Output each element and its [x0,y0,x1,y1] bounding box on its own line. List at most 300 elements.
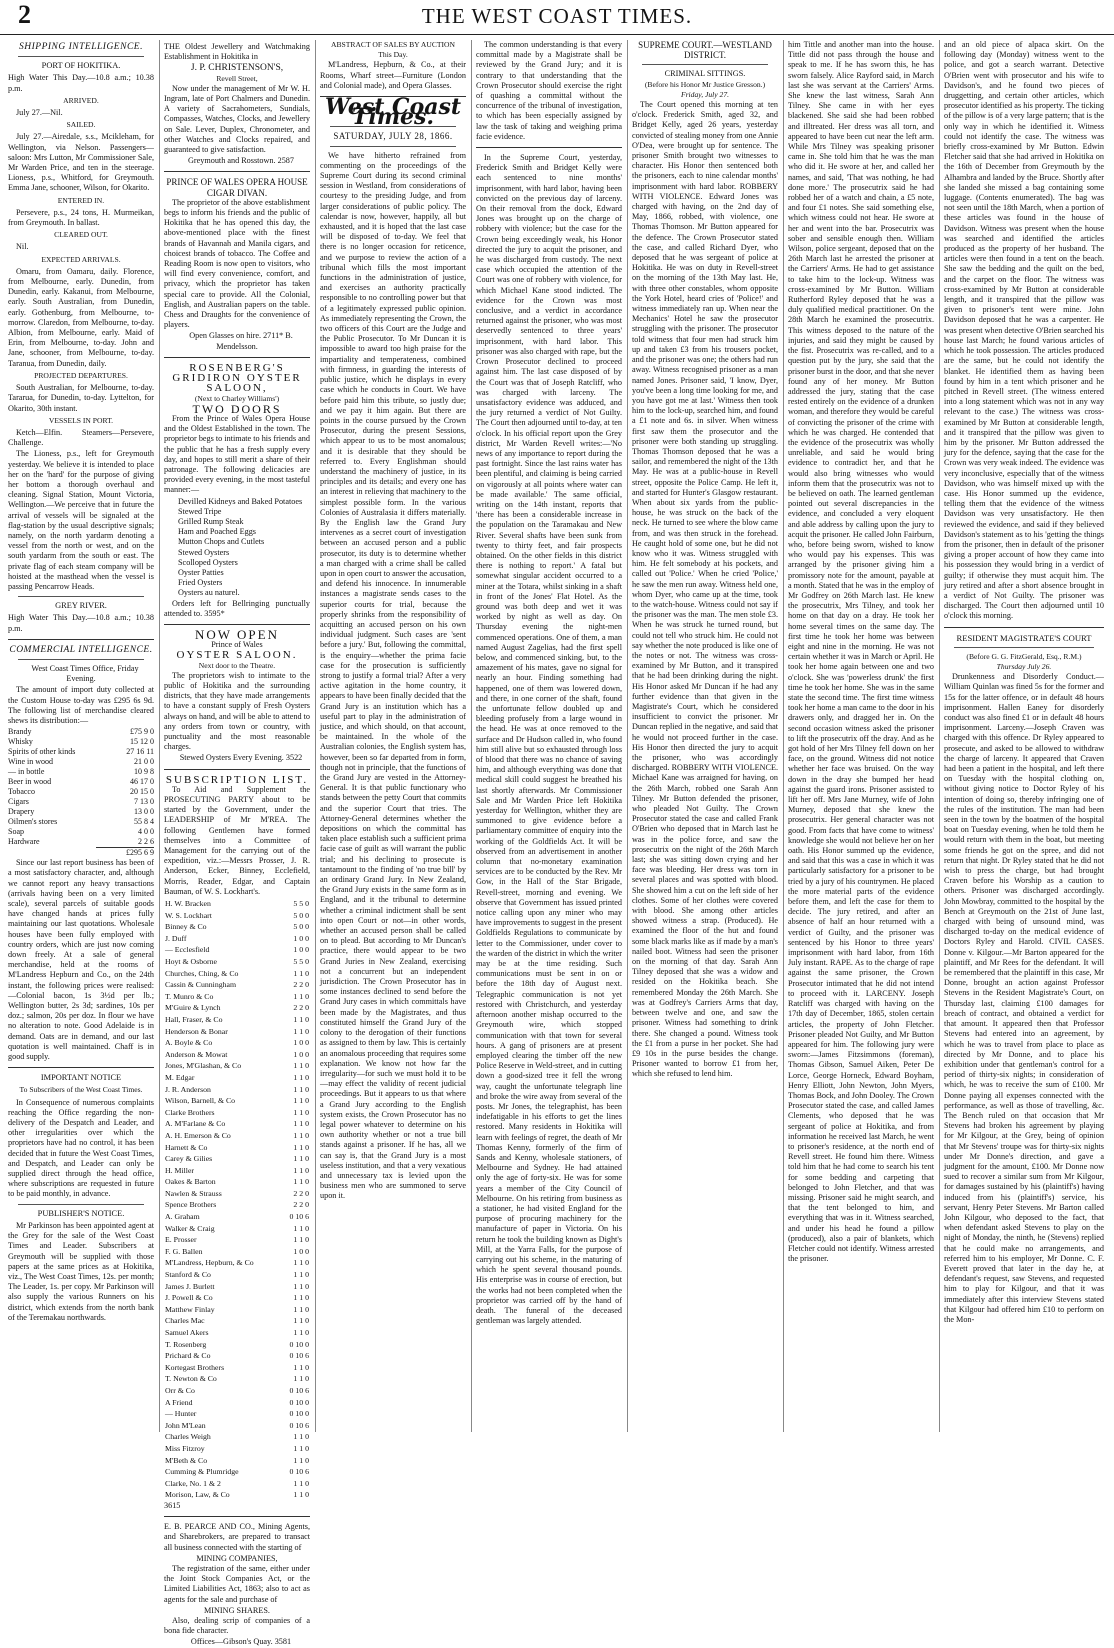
editorial-masthead: West Coast Times. [324,94,462,131]
subscriber-amount: 1 1 0 [293,1362,309,1372]
subscriber-name: T. Munro & Co [165,991,214,1001]
subscriber-amount: 5 0 0 [293,922,309,932]
shipping-notice: The Lioness, p.s., left for Greymouth yesterday. We believe it is intended to place her on the 'hard' for the purpose of giving her bottom a thorough overhaul and cleaning. Signal Station, Mount Victoria, Wellington.—We perceive that in future the arrival of vessels will be signaled at the flag-station by the usual descriptive signals; namely, on the north yardarm denoting a vessel from the north or west, and on the south yardarm from the south or east. The private flag of each steam company will be hoisted at the masthead when the vessel is passing Pencarrow Heads. [8,449,154,591]
duty-item: Drapery [8,807,35,817]
rm-court-heading: RESIDENT MAGISTRATE'S COURT [956,632,1092,643]
mining-agents-text2: Also, dealing scrip of companies of a bona fide character. [164,1615,310,1636]
subscriber-name: Anderson & Mowat [165,1049,228,1059]
subscriber-row [164,1211,310,1223]
sailed-heading: SAILED. [66,120,96,130]
subscriber-amount: 0 10 0 [289,1339,309,1349]
subscriber-name: — Hunter [165,1409,197,1419]
rm-court-report: Drunkenness and Disorderly Conduct.—William Quinlan was fined 5s for the former and 15s for the latter offence, or in default 48 hours imprisonment. Hallen Eaney for disorderly conduct was also fined £1 or in default 48 hours imprisonment. Larceny.—Joseph Craven was charged with this offence. Dr Ryley appeared to prosecute, and asked to be allowed to withdraw the charge of larceny. It appeared that Craven had been a patient in the hospital, and left there on Tuesday with the hospital clothing on, without giving notice to Doctor Ryley of his intention of doing so, thereby infringing one of the rules of the institution. The man had been seen in the town by the boatmen of the hospital boat on Tuesday evening, when he told them he would return with them in the boat, but meeting some friends he got on the spree, and did not return that night. Dr Ryley stated that he did not wish to press the charge, but had brought Craven before his Worship as a caution to others. Prisoner was discharged accordingly. John Mowbray, committed to the hospital by the Bench at Greymouth on the 21st of June last, charged with being of unsound mind, was discharged to-day on the medical evidence of Doctors Ryley and Harold. CIVIL CASES. Donne v. Kilgour.—Mr Barton appeared for the plaintiff, and Mr Rees for the defendant. It will be remembered that the plaintiff in this case, Mr Donne, brought an action against Professor Stevens in the Resident Magistrate's Court, on Thursday last, claiming £100 damages for breach of contract, and obtained a verdict for that amount. It appeared then that Professor Stevens had entered into an agreement, by which he was to travel from place to place as directed by Mr Donne, and to place his exhibition under that gentleman's control for a period of thirty-six nights; in consideration of which, he was to receive the sum of £100. Mr Donne paying all expenses connected with the performance, as well as those of travelling, &c. The Bench ruled on that occasion that Mr Stevens had broken his agreement by playing for Mr Kilgour, at the Grey, being of opinion that Mr Stevens' troupe was for thirty-six nights under Mr Donne's direction, and gave a judgment for the amount, £100. Mr Donne now sued to recover a similar sum from Mr Kilgour, for damages sustained by his (plaintiff's) having induced from his (plaintiff's) service, his servant, Henry Peter Stevens. Mr Barton called John Kilgour, who deposed to the fact, that when defendant asked Stevens to play on the night of Monday, the ninth, he (Stevens) replied that he could make no arrangements, and referred him to his employer, Mr Donne. C. F. Everett proved that later in the day he, at defendant's request, saw Stevens, and requested him to play for Kilgour, and that it was immediately after this interview Stevens stated that Kilgour had offered him £10 to perform on the Mon- [944,672,1104,1324]
subscriber-amount: 1 1 0 [293,1223,309,1233]
commercial-intro: The amount of import duty collected at the Custom House to-day was £295 6s 9d. The following list of merchandise cleared shews its distribution:— [8,685,154,725]
duty-row [8,727,154,737]
duty-item: — in bottle [8,767,45,777]
column-7 [944,40,1104,1432]
subscription-title: SUBSCRIPTION LIST. [165,773,309,786]
duty-value: 7 13 0 [134,797,154,807]
subscriber-amount: 1 1 0 [293,1026,309,1036]
duty-item: Cigars [8,797,29,807]
subscriber-row [164,1026,310,1038]
duty-row [8,837,154,848]
column-4 [476,40,628,1432]
subscriber-name: Harnett & Co [165,1142,208,1152]
subscriber-amount: 0 10 6 [289,1420,309,1430]
subscriber-name: Miss Fitzroy [165,1443,205,1453]
rm-court-sub: (Before G. G. FitzGerald, Esq., R.M.) [966,651,1082,661]
court-report-end: and an old piece of alpaca skirt. On the following day (Monday) witness went to the police, and got a search warrant. Detective O'Brien went with prosecutor and his wife to Davidson's, and he found two pieces of druggetting, and certain other articles, which prosecutor identified as his property. The ticking of the pillow is of a very large pattern; that is the only way in which he identified it. Witness could not identify the case. The witness was briefly cross-examined by Mr Button. Edwin Fletcher said that she had arrived in Hokitika on the 16th of December from Greymouth by the Alhambra and landed by the Bruce. Shortly after she landed she missed a bag containing some luggage. (Contents enumerated). The bag was not seen until the 18th March, when a portion of these articles was found in the house of Davidson. Witness was present when the house was searched and identified the articles produced as the property of her husband. The articles were then found in a tent on the beach. She saw the bedding and the quilt on the bed, and the carpet on the floor. The witness was cross-examined by Mr Button at considerable length, and it transpired that the pillow was given to prisoner's tent were mine. John Davidson deposed that he was a carpenter. He was present when detective O'Brien searched his house last March; he found various articles of which he took possession. The articles produced are the same, but he could not identify the blanket. He identified them as having been found by him in a tent which prisoner and he pitched in Revell street. (The witness entered into a long statement which was not in any way relevant to the case.) The witness was cross-examined by Mr Button at considerable length, and it transpired that the pillow was given to him by the prisoner. Mr Button addressed the jury for the defence, saying that the case for the Crown was very weak indeed. The evidence was very inconclusive, especially that of the witness Davidson, who was himself mixed up with the case. His Honor summed up the evidence, telling them that the evidence of the witness Davidson was very unsatisfactory. He then reviewed the evidence, and said if they believed Davidson's statement as to his 'getting the things from the prisoner, then in default of the prisoner giving a proper account of how they came into his possession they would bring in a verdict of guilty; if otherwise they must acquit him. The jury retired and after a short absence brought in a verdict of Not Guilty. The prisoner was discharged. The Court then adjourned until 10 o'clock this morning. [944,40,1104,621]
subscriber-amount: 1 1 0 [293,1443,309,1453]
subscriber-name: Henderson & Bonar [165,1026,228,1036]
vessels-text: Ketch—Elfin. Steamers—Persevere, Challenge. [8,427,154,448]
duty-value: 10 9 8 [134,767,154,777]
subscriber-name: M. Edgar [165,1072,195,1082]
subscriber-name: A. Boyle & Co [165,1038,213,1048]
subscriber-name: A. M'Farlane & Co [165,1119,226,1129]
cigar-divan-title: PRINCE OF WALES OPERA HOUSE CIGAR DIVAN. [166,177,308,198]
edition-date: SATURDAY, JULY 28, 1866. [333,131,453,142]
cleared-text: Nil. [16,242,29,252]
divider [642,64,768,65]
duty-row [8,767,154,777]
subscriber-name: M'Landress, Hepburn, & Co [165,1258,254,1268]
abstract-text: M'Landress, Hepburn, & Co., at their Rooms, Wharf street—Furniture (London and Colonial made), and Opera Glasses. [320,60,466,90]
now-open: NOW OPEN [194,626,279,642]
subscriber-row [164,1315,310,1327]
duty-value: 27 16 11 [126,747,154,757]
subscription-table [164,898,310,1501]
subscriber-amount: 2 2 0 [293,980,309,990]
mining-agents-foot: Offices—Gibson's Quay. 3581 [190,1637,292,1647]
cigar-divan-text: The proprietor of the above establishment begs to inform his friends and the public of Hokitika that he has opened this day, the above-mentioned place with the finest brands of Havannah and Manila cigars, and choicest brands of tobacco. The Coffee and Reading Room is now open to visitors, who will find every convenience, comfort, and privacy, which the proprietor has taken special care to provide. All the Colonial, English, and Australian papers on the table. Chess and Draughts for the convenience of players. [164,197,310,330]
column-3 [320,40,472,1432]
subscriber-amount: 1 1 0 [293,1316,309,1326]
now-open-title: OYSTER SALOON. [176,649,298,662]
oyster-saloon-ad-1 [164,363,310,619]
subscriber-name: Cassin & Cunningham [165,980,237,990]
subscriber-amount: 0 10 0 [289,1409,309,1419]
subscriber-row [164,1431,310,1443]
port-heading: PORT OF HOKITIKA. [41,61,121,71]
subscriber-row [164,1176,310,1188]
subscriber-name: Orr & Co [165,1385,195,1395]
subscription-foot: 3615 [164,1500,181,1510]
duty-item: Soap [8,827,24,837]
rosenberg-foot: Orders left for Bellringing punctually attended to. 3595* [164,598,310,618]
grey-river-heading: GREY RIVER. [55,601,107,611]
subscriber-name: A Friend [165,1397,193,1407]
subscriber-name: Matthew Finlay [165,1304,215,1314]
subscriber-amount: 5 5 0 [293,957,309,967]
duty-item: Beer in wood [8,777,52,787]
subscriber-row [164,1339,310,1351]
rosenberg-menu [164,497,310,599]
subscriber-name: Spence Brothers [165,1200,217,1210]
expected-heading: EXPECTED ARRIVALS. [41,254,121,264]
mining-companies-title: MINING COMPANIES, [196,1553,278,1563]
subscriber-row [164,1165,310,1177]
cigar-divan-foot: Open Glasses on hire. 2711* B. Mendelsson. [189,331,293,351]
subscriber-amount: 1 1 0 [293,1130,309,1140]
menu-item: Scolloped Oysters [178,557,238,567]
subscriber-amount: 2 2 0 [293,1200,309,1210]
subscriber-row [164,1350,310,1362]
subscriber-name: Churches, Ching, & Co [165,968,239,978]
subscriber-name: Nawlen & Strauss [165,1188,222,1198]
duty-value: 21 0 0 [134,757,154,767]
divider [18,659,144,660]
duty-item: Oilmen's stores [8,817,58,827]
subscriber-row [164,1489,310,1501]
subscriber-row [164,1455,310,1467]
divider [164,1516,310,1517]
duty-row [8,807,154,817]
duty-item: Brandy [8,727,32,737]
subscriber-row [164,1304,310,1316]
divider [8,639,154,640]
subscriber-row [164,1084,310,1096]
duty-row [8,757,154,767]
duty-row [8,797,154,807]
office-line: West Coast Times Office, Friday Evening. [31,663,139,684]
projected-heading: PROJECTED DEPARTURES. [34,370,128,380]
subscriber-name: Clarke Brothers [165,1107,215,1117]
subscriber-row [164,1466,310,1478]
subscriber-row [164,1072,310,1084]
duty-row [8,777,154,787]
subscriber-amount: 1 1 0 [293,1096,309,1106]
jeweller-ad-name: J. P. CHRISTENSON'S, [190,63,284,74]
divider [476,147,622,148]
divider [164,171,310,172]
column-6 [788,40,940,1432]
subscriber-amount: 0 10 6 [289,1467,309,1477]
subscriber-amount: 1 0 0 [293,945,309,955]
divider [330,146,456,147]
subscriber-name: Hall, Fraser, & Co [165,1014,223,1024]
shipping-heading: SHIPPING INTELLIGENCE. [19,42,143,52]
grey-high-water: High Water This Day.—10.8 a.m.; 10.38 p.m. [8,613,154,633]
rosenberg-title: ROSENBERG'S GRIDIRON OYSTER SALOON, [172,361,302,395]
subscriber-name: W. S. Lockhart [165,910,212,920]
duty-item: Whisky [8,737,33,747]
subscriber-amount: 1 1 0 [293,1165,309,1175]
court-report: The Court opened this morning at ten o'clock. Frederick Smith, aged 32, and Bridget Kelly, aged 26 years, yesterday convicted of stealing money from one Annie O'Dea, were brought up for sentence. The prisoner Smith brought two witnesses to character. His Honor then sentenced both the prisoners, each to nine calendar months' imprisonment with hard labor. ROBBERY WITH VIOLENCE. Edward Jones was charged with having, on the 2nd day of May, 1866, robbed, with violence, one Thomas Thomson. Mr Button appeared for the defence. The Crown Prosecutor stated the case, and called Richard Dyer, who deposed that he was sergeant of police at Hokitika. He was on duty in Revell-street on the morning of the 13th May last. He, with three other constables, whom opposite the York Hotel, heard cries of 'Police!' and witness immediately ran up. When near the Mechanics' Hotel he saw the prosecutor struggling with the prisoner. The prosecutor told witness that four men had struck him up and taken £3 from his trousers pocket, and the prisoner was one; the others had run away. Witness recognised prisoner as a man named Jones. Prisoner said, 'I know, Dyer, you've been a long time looking for me, and you have got me at last.' Witness then took him to the lock-up, searched him, and found a £1 note and 6s. in silver. When witness first saw them the prosecutor and the prisoner were both standing up struggling. Thomas Thomson deposed that he was a sailor, and remembered the night of the 13th May. He was at a public-house in Revell street, opposite the Police Camp. He left it, and started for Hunter's Glasgow restaurant. When about six yards from the public-house, he was struck on the back of the neck. He turned to see where the blow came from, and was then struck in the forehead. He caught hold of some one, but he did not know who it was. Witness struggled with him. He felt somebody at his pockets, and called out 'Police.' When he cried 'Police,' he saw the men run away. Witness held one, whom Dyer, who came up at the time, took to the watch-house. Witness could not say if the prisoner was the man. The men stole £3. When he was struck he turned round, but could not tell who struck him. He could not say whether the note produced is like one of the notes or not. The witness was cross-examined by Mr Button, and it transpired that he had been drinking during the night. His Honor asked Mr Duncan if he had any further evidence than that given in the Magistrate's Court, which he considered insufficient to convict the prisoner. Mr Duncan replied in the negative, and said that he would not proceed further in the case. His Honor then directed the jury to acquit the prisoner, who was accordingly discharged. ROBBERY WITH VIOLENCE. Michael Kane was arraigned for having, on the 26th March, robbed one Sarah Ann Tilney. Mr Button defended the prisoner, who pleaded Not Guilty. The Crown Prosecutor stated the case and called Frank O'Brien who deposed that in March last he was in the police force, and saw the prosecutrix on the night of the 26th March last; she was sitting down crying and her face was bleeding. Her dress was torn in several places and was spotted with blood. She showed him a cut on the left side of her clothes. Some of her clothes were covered with blood. She among other articles showed witness a strap. (Produced). He examined the floor of the hut and found some black marks like as if made by a man's nailed boot. Witness had seen the prisoner on the morning of that day. Sarah Ann Tilney deposed that she was a widow and resided on the Hokitika beach. She remembered Monday the 26th March. She was at Godfrey's Carriers Arms that day, between twelve and one, and saw the prisoner. Witness had something to drink there. She changed a pound. Witness took the £1 from a purse in her pocket. She had £9 10s in the purse besides the change. Prisoner wanted to borrow £1 from her, which she refused to lend him. [632,100,778,1079]
subscriber-amount: 1 1 0 [293,1258,309,1268]
subscriber-name: Jones, M'Glashan, & Co [165,1061,242,1071]
duty-value: £75 9 0 [130,727,154,737]
divider [164,624,310,625]
subscriber-amount: 1 1 0 [293,1107,309,1117]
important-notice-heading: IMPORTANT NOTICE [40,1073,122,1083]
menu-item: Stewed Tripe [178,506,222,516]
leader-continued: The common understanding is that every committal made by a Magistrate shall be reviewed by the Grand Jury; and it is contrary to that understanding that the Crown Prosecutor should exercise the right of quashing a committal without the concurrence of the tribunal of investigation, to which has been especially assigned by law the task of taking and weighing prima facie evidence. [476,40,622,141]
subscriber-row [164,1002,310,1014]
duty-row [8,817,154,827]
subscriber-row [164,898,310,910]
divider [8,1067,154,1068]
newspaper-title: THE WEST COAST TIMES. [421,4,693,28]
subscriber-amount: 1 1 0 [293,1177,309,1187]
subscriber-row [164,1014,310,1026]
subscriber-name: Charles Weigh [165,1432,211,1442]
subscriber-name: F. G. Ballen [165,1246,203,1256]
local-notes: In the Supreme Court, yesterday, Frederick Smith and Bridget Kelly were each sentenced to nine months' imprisonment, with hard labor, having been convicted on the previous day of larceny. On their removal from the dock, Edward Jones was brought up on the charge of robbery with violence; but the case for the Crown being exceedingly weak, his Honor directed the jury to acquit the prisoner, and he was discharged from custody. The next case which occupied the attention of the Court was one of robbery with violence, for which Michael Kane stood indicted. The evidence for the Crown was most conclusive, and a verdict in accordance returned against the prisoner, who was most deservedly sentenced to three years' imprisonment, with hard labor. This prisoner was also charged with rape, but the Crown Prosecutor declined to proceed against him. The last case disposed of by the Court was that of Joseph Ratcliff, who was charged with larceny. The unsatisfactory evidence was adduced, and the jury returned a verdict of Not Guilty. The Court then adjourned until to-day, at ten o'clock. In his official report upon the Grey district, Mr Warden Revell writes:—'No news of any importance to report during the past fortnight. Since the last rains water has been plentiful, and claiming is being carried on vigorously at all points where water can be made available.' The same official, writing on the 14th instant, reports that 'there has been a considerable increase in the population on the Taramakau and New River. Several shafts have been sunk from twenty to thirty feet, and fair prospects obtained. On the other fields in this district there is nothing to report.' A fatal but somewhat singular accident occurred to a miner at the Totara, whilst sinking in a shaft in front of the Jones' Flat Hotel. As the ground was both deep and wet it was worked by night as well as day. On Thursday evening the night-men commenced operations. One of them, a man named August Zagelias, had the first spell below, and commenced sinking, but, to the amazement of his mates, gave no signal for nearly an hour. Finding something had happened, one of them was lowered down, and there, in one corner of the shaft, found the unfortunate fellow doubled up and bleeding profusely from a large wound in the head. He was at once removed to the surface and Dr Hudson called in, who found him still alive but so exhausted through loss of blood that there was no chance of saving him, and although everything was done that medical skill could suggest he breathed his last shortly afterwards. Mr Commissioner Sale and Mr Warden Price left Hokitika yesterday for Wellington, whither they are summoned to give evidence before a parliamentary committee of enquiry into the working of the Goldfields Act. It will be observed from an advertisement in another column that no-monetary examination services are to be conducted by the Rev. Mr Gow, in the Hall of the Star Brigade, Revell-street, morning and evening. We observe that Government has issued printed notice calling upon any miner who may have improvements to suggest in the present Goldfields Regulations to communicate by letter to the Commissioner, under cover to the warden of the district in which the writer may be at the time residing. Such communications must be sent in on or before the 18th day of August next. Telegraphic communication is not yet restored with Christchurch, and yesterday afternoon another mishap occurred to the Greymouth wire, which stopped communication with that town for several hours. A gang of prisoners are at present employed clearing the timber off the new Police Reserve in Weld-street, and in cutting down a good-sized tree it fell the wrong way, caught the unfortunate telegraph line and broke the wire away from several of the posts. Mr Jones, the telegraphist, has been indefatigable in his efforts to get the lines restored. Many residents in Hokitika will learn with feelings of regret, the death of Mr Thomas Kenny, formerly of the firm of Sands and Kenny, wholesale stationers, of Melbourne and Sydney. He had attained only the age of forty-six. He was for some years a member of the City Council of Melbourne. On his retiring from business as a stationer, he had visited England for the purpose of procuring machinery for the manufacture of paper in Victoria. On his return he took the building known as Dight's Mill, at the Yarra Falls, for the purpose of carrying out his scheme, in the maturing of which he spent several thousand pounds. His enterprise was in course of erection, but the works had not been completed when the proprietor was carried off by the hand of death. The funeral of the deceased gentleman was largely attended. [476,153,622,1326]
subscriber-name: J. Powell & Co [165,1293,213,1303]
divider [164,769,310,770]
subscriber-row [164,1397,310,1409]
subscriber-name: Hoyt & Osborne [165,957,217,967]
subscriber-row [164,1199,310,1211]
subscriber-name: Cumming & Plumridge [165,1467,239,1477]
subscriber-row [164,1060,310,1072]
duty-row [8,827,154,837]
subscriber-amount: 1 0 0 [293,1049,309,1059]
subscription-text: To Aid and Supplement the PROSECUTING PARTY about to be started by the Government, under the LEADERSHIP of Mr M'REA. The following Gentlemen have formed themselves into a Committee of Management for the carrying out of the expedition, viz.:—Messrs Prosser, J. R. Anderson, Ecker, Binney, Ecclefield, Morris, Reader, Edgar, and Captain Bauman, of W. S. Lockhart's. [164,784,310,896]
mining-agents-ad [164,1522,310,1647]
subscriber-amount: 1 0 0 [293,933,309,943]
duty-row [8,787,154,797]
column-5 [632,40,784,1432]
subscriber-row [164,1095,310,1107]
cleared-heading: CLEARED OUT. [54,230,108,240]
now-open-next: Next door to the Theatre. [198,660,276,670]
duty-table [8,727,154,858]
subscriber-row [164,910,310,922]
duty-row [8,737,154,747]
subscriber-name: James J. Burlett [165,1281,215,1291]
subscriber-name: John M'Lean [165,1420,206,1430]
subscriber-name: J. Duff [165,933,187,943]
subscriber-amount: 1 1 0 [293,1374,309,1384]
subscriber-row [164,1269,310,1281]
subscriber-amount: 1 1 0 [293,1270,309,1280]
commercial-text: Since our last report business has been of a most satisfactory character, and, although we cannot report any heavy transactions (arrivals having been on a very limited scale), several parcels of suitable goods have changed hands at prices fully maintaining our last quotations. Wholesale houses have been fully employed with country orders, which are just now coming down freely. At a sale of general merchandise, held at the rooms of M'Landress Hepburn and Co., on the 24th instant, the following prices were realised:—Colonial bacon, 1s 3½d per lb.; Wellington butter, 2s 3d; sardines, 10s per doz.; salmon, 20s per doz. In flour we have no alteration to note. Good Adelaide is in demand. Oats are in demand, and our last quotation is well maintained. Chaff is in good supply. [8,858,154,1062]
subscriber-row [164,944,310,956]
expected-text: Omaru, from Oamaru, daily. Florence, from Melbourne, early. Dunedin, from Dunedin, early. Kakanui, from Melbourne, early. South Australian, from Dunedin, early. Gothenburg, from Melbourne, to-morrow. Claredon, from Melbourne, to-day. Albion, from Melbourne, early. Maid of Erin, from Melbourne, to-day. John and Jane, schooner, from Melbourne, to-day. Taranua, from Dunedin, daily. [8,266,154,368]
subscriber-name: E. Prosser [165,1235,197,1245]
subscriber-amount: 2 2 0 [293,1188,309,1198]
subscriber-name: Prichard & Co [165,1351,211,1361]
menu-item: Devilled Kidneys and Baked Potatoes [178,496,303,506]
subscriber-name: Wilson, Barnell, & Co [165,1096,236,1106]
subscriber-amount: 1 1 0 [293,968,309,978]
subscriber-amount: 1 1 0 [293,1072,309,1082]
subscriber-name: M'Beth & Co [165,1455,208,1465]
subscriber-amount: 1 1 0 [293,991,309,1001]
subscriber-name: Clarke, No. 1 & 2 [165,1478,221,1488]
rosenberg-text: From the Prince of Wales Opera House and the Oldest Established in the town. The proprietor begs to intimate to his friends and the public that he has a fresh supply every day, and hopes to still merit a share of their patronage. The following delicacies are provided every evening, in the most tasteful manner:— [164,413,310,495]
subscriber-row [164,1373,310,1385]
subscriber-name: — Ecclesfield [165,945,210,955]
duty-value: 55 8 4 [134,817,154,827]
abstract-day: This Day. [378,50,408,60]
now-open-text: The proprietors wish to intimate to the public of Hokitika and the surrounding districts, that they have made arrangements to have a constant supply of Fresh Oysters always on hand, and will be able to attend to any orders from town or country, with punctuality and the most reasonable charges. [164,670,310,752]
subscriber-row [164,1420,310,1432]
subscriber-name: T. Newton & Co [165,1374,217,1384]
subscriber-amount: 1 1 0 [293,1455,309,1465]
important-notice-text: In Consequence of numerous complaints reaching the Office regarding the non-delivery of the Despatch and Leader, and other irregularities over which the proprietors have had no control, it has been decided that in future the West Coast Times, and Despatch, and Leader can only be supplied direct through the head office, where subscriptions are requested in future to be paid monthly, in advance. [8,1097,154,1199]
subscriber-amount: 1 1 0 [293,1304,309,1314]
oyster-saloon-ad-2 [164,626,310,764]
subscriber-name: Charles Mac [165,1316,205,1326]
rosenberg-sub: (Next to Charley Williams') [194,393,280,403]
subscriber-amount: 1 1 0 [293,1235,309,1245]
duty-value: 20 15 0 [130,787,154,797]
divider [18,1204,144,1205]
subscriber-row [164,956,310,968]
duty-item: Hardware [8,837,40,847]
duty-item: Spirits of other kinds [8,747,76,757]
subscriber-amount: 1 1 0 [293,1119,309,1129]
divider [164,357,310,358]
subscriber-amount: 1 1 0 [293,1142,309,1152]
subscriber-amount: 5 0 0 [293,910,309,920]
subscriber-amount: 1 1 0 [293,1490,309,1500]
subscriber-row [164,968,310,980]
commercial-heading: COMMERCIAL INTELLIGENCE. [9,644,153,655]
jeweller-ad-street: Revell Street, [216,73,258,83]
subscriber-row [164,1281,310,1293]
subscriber-row [164,1408,310,1420]
subscriber-amount: 0 10 6 [289,1351,309,1361]
menu-item: Oyster Patties [178,567,224,577]
rosenberg-big: TWO DOORS [192,401,282,416]
jeweller-ad-title: THE Oldest Jewellery and Watchmaking Establishment in Hokitika in [164,42,310,62]
subscriber-name: H. Miller [165,1165,195,1175]
subscriber-amount: 1 1 0 [293,1154,309,1164]
jeweller-ad-foot: Greymouth and Rosstown. 2587 [188,156,294,166]
subscriber-row [164,1362,310,1374]
cigar-divan-ad [164,177,310,351]
subscriber-row [164,1223,310,1235]
subscriber-amount: 5 5 0 [293,899,309,909]
abstract-heading: ABSTRACT OF SALES BY AUCTION [330,40,456,49]
subscriber-name: Samuel Akers [165,1328,209,1338]
subscriber-row [164,1234,310,1246]
now-open-foot: Stewed Oysters Every Evening. 3522 [179,753,303,763]
subscriber-name: Stanford & Co [165,1270,211,1280]
subscriber-row [164,991,310,1003]
subscriber-amount: 1 0 0 [293,1038,309,1048]
subscriber-amount: 1 0 0 [293,1246,309,1256]
menu-item: Mutton Chops and Cutlets [178,537,265,547]
subscriber-name: Walker & Craig [165,1223,215,1233]
leader-article: We have hitherto refrained from commenting on the proceedings of the Supreme Court during its second criminal session in Westland, from considerations of courtesy to the presiding Judge, and from larger considerations of public policy. The calendar is now, however, happily, all but exhausted, and it is hoped that the last case will be disposed of to-day. We feel that there is no longer occasion for reticence, and we purpose to review the action of a tribunal which fills the most important functions in the administration of justice, and exercises an authority practically responsible to no controlling power but that of a legitimately expressed public opinion. As immediately representing the Crown, the two officers of this Court are the Judge and the Public Prosecutor. To Mr Duncan it is impossible to award too high praise for the impartiality and temperateness, combined with firmness, in guarding the interests of public justice, which he displays in every case which he conducts in Court. We have before paid him this tribute, so justly due; and we pay it him again. But there are points in the course pursued by the Crown Prosecutor, during the present Sessions, which appear to us to be most anomalous; and it is desirable that they should be referred to. Every Englishman should understand the machinery of justice, in its principles and its details; and every one has an interest in relieving that machinery to the simplest possible form. In the various Colonies of Australasia it differs materially. By the English law the Grand Jury intervenes as a secret court of investigation between an accused person and a public prosecutor, its duty is to determine whether a man charged with a crime shall be called upon in open court to answer the accusation, and defend his innocence. In innumerable instances a magistrate sends cases to the superior courts for trial, because the properly shrinks from the responsibility of acquitting an accused person on his own individual judgment. Such cases are 'sent before a jury.' But, following the committal, is the enquiry—whether the prima facie case for the prosecution is sufficiently strong to justify a formal trial? After a very active agitation in the home country, it appears to have been finally decided that the Grand Jury is an institution which has a useful part to play in the administration of justice, and which should, on that account, be maintained. In the whole of the Australian colonies, the English system has, however, been so far departed from in form, though not in principle, that the functions of the Grand Jury are vested in the Attorney-General. It is that public functionary who stands between the petty Court that commits and the superior Court that tries. The Attorney-General determines whether the depositions on which the committal has taken place establish such a sufficient prima facie case of guilt as will warrant the public trial; and his declining to prosecute is tantamount to the finding of 'no true bill' by an ordinary Grand Jury. In New Zealand, the Grand Jury exists in the same form as in England, and it the tribunal to determine whether a criminal indictment shall be sent into open Court or not—in other words, whether an accused person shall be called on to plead. But according to Mr Duncan's practice, there would appear to be two Grand Juries in New Zealand, exercising not a concurrent but an independent jurisdiction. The Crown Prosecutor has in some instances declined to send before the Grand Jury cases in which committals have been made by the Magistrates, and thus constituted himself the Grand Jury of the colony to the derogation of their functions as assigned to them by law. This is certainly an anomalous proceeding that requires some explanation. We know not how far the irregularity—for such we must hold it to be—may effect the validity of recent judicial proceedings. But it appears to us that where a Grand Jury according to the English system exists, the Crown Prosecutor has no legal power whatever to determine on his own authority whether or not a true bill stands against a prisoner. If he has, all we can say is, that the Grand Jury is a most useless institution, and that a very vexatious and unnecessary tax is levied upon the business men who are summoned to serve upon it. [320,150,466,1201]
subscriber-amount: 1 1 0 [293,1478,309,1488]
subscriber-row [164,1478,310,1490]
arrived-heading: ARRIVED. [63,95,99,105]
subscriber-row [164,1049,310,1061]
subscriber-amount: 0 10 6 [289,1212,309,1222]
subscriber-row [164,1292,310,1304]
projected-text: South Australian, for Melbourne, to-day. Tararua, for Dunedin, to-day. Lyttelton, for Okarito, 30th instant. [8,383,154,413]
subscriber-name: A. Graham [165,1212,200,1222]
subscriber-row [164,1246,310,1258]
now-open-sub: Prince of Wales [211,640,263,650]
menu-item: Oysters au naturel. [178,588,240,598]
subscriber-row [164,1153,310,1165]
subscriber-row [164,1257,310,1269]
court-date: Friday, July 27. [680,89,730,99]
subscriber-name: Carey & Gilies [165,1154,213,1164]
rm-court-date: Thursday July 26. [996,661,1052,671]
trade-total: £295 6 9 [96,848,154,859]
criminal-sittings-heading: CRIMINAL SITTINGS. [664,69,746,79]
publisher-text: Mr Parkinson has been appointed agent at the Grey for the sale of the West Coast Times and Leader. Subscribers at Greymouth will be supplied with those papers at the same prices as at Hokitika, viz., The West Coast Times, 12s. per month; The Leader, 1s. per copy. Mr Parkinson will also supply the various Runners on his district, which extends from the north bank of the Teremakau northwards. [8,1220,154,1322]
subscriber-name: T. Rosenberg [165,1339,207,1349]
subscriber-row [164,1188,310,1200]
supreme-court-heading: SUPREME COURT.—WESTLAND DISTRICT. [638,40,772,61]
arrived-text: July 27.—Nil. [16,108,63,118]
subscriber-amount: 1 1 0 [293,1084,309,1094]
duty-item: Wine in wood [8,757,54,767]
divider [18,596,144,597]
before-judge: (Before his Honor Mr Justice Gresson.) [644,79,766,89]
mining-agents-head: E. B. PEARCE AND CO., Mining Agents, and Sharebrokers, are prepared to transact all business connected with the starting of [164,1522,310,1552]
subscriber-name: A. H. Emerson & Co [165,1130,231,1140]
publisher-heading: PUBLISHER'S NOTICE. [37,1208,125,1218]
subscriber-amount: 1 1 0 [293,1328,309,1338]
duty-value: 4 0 0 [138,827,154,837]
subscriber-amount: 1 1 0 [293,1281,309,1291]
entered-text: Persevere, p.s., 24 tons, H. Murmeikan, from Greymouth. In ballast. [8,207,154,228]
subscriber-row [164,1142,310,1154]
subscription-list [164,775,310,1512]
high-water: High Water This Day.—10.8 a.m.; 10.38 p.m. [8,73,154,93]
entered-heading: ENTERED IN. [57,195,105,205]
mining-shares-title: MINING SHARES. [204,1605,270,1615]
subscriber-amount: 2 2 0 [293,1003,309,1013]
duty-item: Tobacco [8,787,35,797]
subscriber-row [164,1037,310,1049]
subscriber-row [164,1118,310,1130]
duty-value: 15 12 0 [130,737,154,747]
mining-agents-text: The registration of the same, either under the Joint Stock Companies Act, or the Limited Liabilities Act, 1863; also to act as agents for the sale and purchase of [164,1563,310,1604]
masthead [0,0,1114,35]
jeweller-ad-text: Now under the management of Mr W. H. Ingram, late of Port Chalmers and Dunedin. A variety of Sacrahometers, Sundials, Compasses, Watches, Clocks, and Jewellery on Sale. Lever, Duplex, Chronometer, and other Watches and Clocks repaired, and guaranteed to give satisfaction. [164,83,310,155]
subscriber-amount: 1 1 0 [293,1432,309,1442]
menu-item: Fried Oysters [178,578,223,588]
column-2 [164,40,316,1647]
menu-item: Ham and Poached Eggs [178,527,256,537]
divider [18,56,144,57]
subscriber-name: Binney & Co [165,922,207,932]
divider [954,647,1094,648]
subscriber-row [164,1107,310,1119]
subscriber-row [164,1327,310,1339]
duty-value: 13 0 0 [134,807,154,817]
subscriber-row [164,1385,310,1397]
page-number: 2 [18,0,31,29]
subscriber-row [164,1443,310,1455]
subscriber-name: Morison, Law, & Co [165,1490,230,1500]
menu-item: Grilled Rump Steak [178,516,244,526]
duty-row [8,747,154,757]
sailed-text: July 27.—Airedale, s.s., Mcikleham, for Wellington, via Nelson. Passengers—saloon: Mrs Lutton, Mr Commissioner Sale, Mr Warden Price, and ten in the steerage. Lioness, p.s., Whitford, for Greymouth. Emma Jane, schooner, Wilson, for Okarito. [8,132,154,193]
court-report-continued: him Tittle and another man into the house. Tittle did not pass through the house and speak to me. If he has sworn this, he has sworn falsely. Alice Rayford said, in March last she was servant at the Carriers' Arms. She knew the last witness, Sarah Ann Tilney. She came in with her eyes blackened. She said she had been robbed and illtreated. Her dress was all torn, and appeared to have been cut near the left arm. While Mrs Tilney was speaking prisoner came in. She told him that he was the man who did it. He swore at her, and called her names, and said, 'That was nothing, he had done more.' The prosecutrix said he had robbed her of a watch and chain, a £5 note, and four £1 notes. She said something else, which witness could not hear. He swore at her and went into the bar. Prosecutrix was sober and sensible enough then. William Wilson, police sergeant, deposed that on the 26th March last he arrested the prisoner at the Carriers' Arms. He had to get assistance to take him to the lock-up. Witness was cross-examined by Mr Button. William Rutherford Ryley deposed that he was a duly qualified medical practitioner. On the 28th March he examined the prosecutrix. This witness deposed to the nature of the injuries, and said they might be caused by the fist. Prosecutrix was re-called, and to a question put by the jury, she said that the prisoner burst in the door, and that she never found any of her money. Mr Button addressed the jury, stating that the case rested entirely on the evidence of a drunken woman, and therefore they would be careful of convicting the prisoner of the crime with which he was charged. He contended that the evidence of the prosecutrix was wholly unreliable, and said he would bring evidence to contradict her, and that he would also bring witnesses who would inform them that the prosecutrix was not to be believed on oath. The learned gentleman pointed out several discrepancies in the evidence, and concluded a very eloquent and able address by calling upon the jury to acquit the prisoner. He called John Fairburn, who, before being sworn, wished to know who would pay his expenses. This was arranged by the prisoner giving him a promissory note for the amount, payable at a month. Stated that he was in the employ of Mr Godfrey on 26th March last. He knew the prosecutrix, Mrs Tilney, and took her home on that day on a dray. He took her home several times on the same day. The first time he took her home was between eight and nine in the morning. He was not certain whether it was in March or April. He took her home again between one and two o'clock. She was 'powerless drunk' the first time he took her home. She was in the same state the second time. The first time witness took her home a man came to the door in his drawers only, and dragged her in. On the second occasion witness asked the prisoner to lift the prosecutrix off the dray. And as he got hold of her Mrs Tilney fell down on her face, on the ground. Witness did not notice whether her face was bruised. On the way down in the dray she bumped her head against the guard irons. Prisoner assisted to lift her off. Mrs Jane Murney, wife of John Murney, deposed that she knew the prosecutrix. Her general character was not good. From facts that have come to witness' knowledge she would not believe her on her oath. His Honor summed up the evidence, and said that this was a case in which it was particularly satisfactory for a prisoner to be tried by a jury of his countrymen. He placed the more material parts of the evidence before them, and left the case for them to decide. The jury retired, and after an absence of half an hour returned with a verdict of Guilty, and the prisoner was sentenced by his Honor to three years' imprisonment with hard labor, from 16th July instant. RAPE. As to the charge of rape against the same prisoner, the Crown Prosecutor intimated that he did not intend to proceed with it. LARCENY. Joseph Ratcliff was charged with having on the 17th day of December, 1865, stolen certain articles, the property of John Fletcher. Prisoner pleaded Not Guilty, and Mr Button appeared for him. The following jury were sworn:—James Fitzsimmons (foreman), Thomas Gibson, Samuel Aiken, Peter De Lorce, George Horneck, Edward Boyham, Henry Elliott, John Newton, John Myers, Thomas Bock, and John Dooley. The Crown Prosecutor stated the case, and called James Clements, who deposed that he was sergeant of police at Hokitika, and from information he received last March, he went to prisoner's residence, at the north end of Revell street. He found him there. Witness told him that he had come to search his tent for some bedding and carpeting that belonged to John Fletcher, and that was missing. Prisoner said he might search, and that the tent belonged to him, and everything that was in it. Witness searched, and under his head he found a pillow (produced), also a pair of blankets, which Fletcher could not identify. Witness arrested the prisoner. [788,40,934,1264]
vessels-heading: VESSELS IN PORT. [48,415,114,425]
jeweller-ad [164,42,310,166]
subscriber-row [164,1130,310,1142]
subscriber-row [164,921,310,933]
subscriber-amount: 1 1 0 [293,1014,309,1024]
duty-value: 2 2 6 [138,837,154,847]
subscriber-amount: 1 1 0 [293,1293,309,1303]
divider [944,627,1104,628]
